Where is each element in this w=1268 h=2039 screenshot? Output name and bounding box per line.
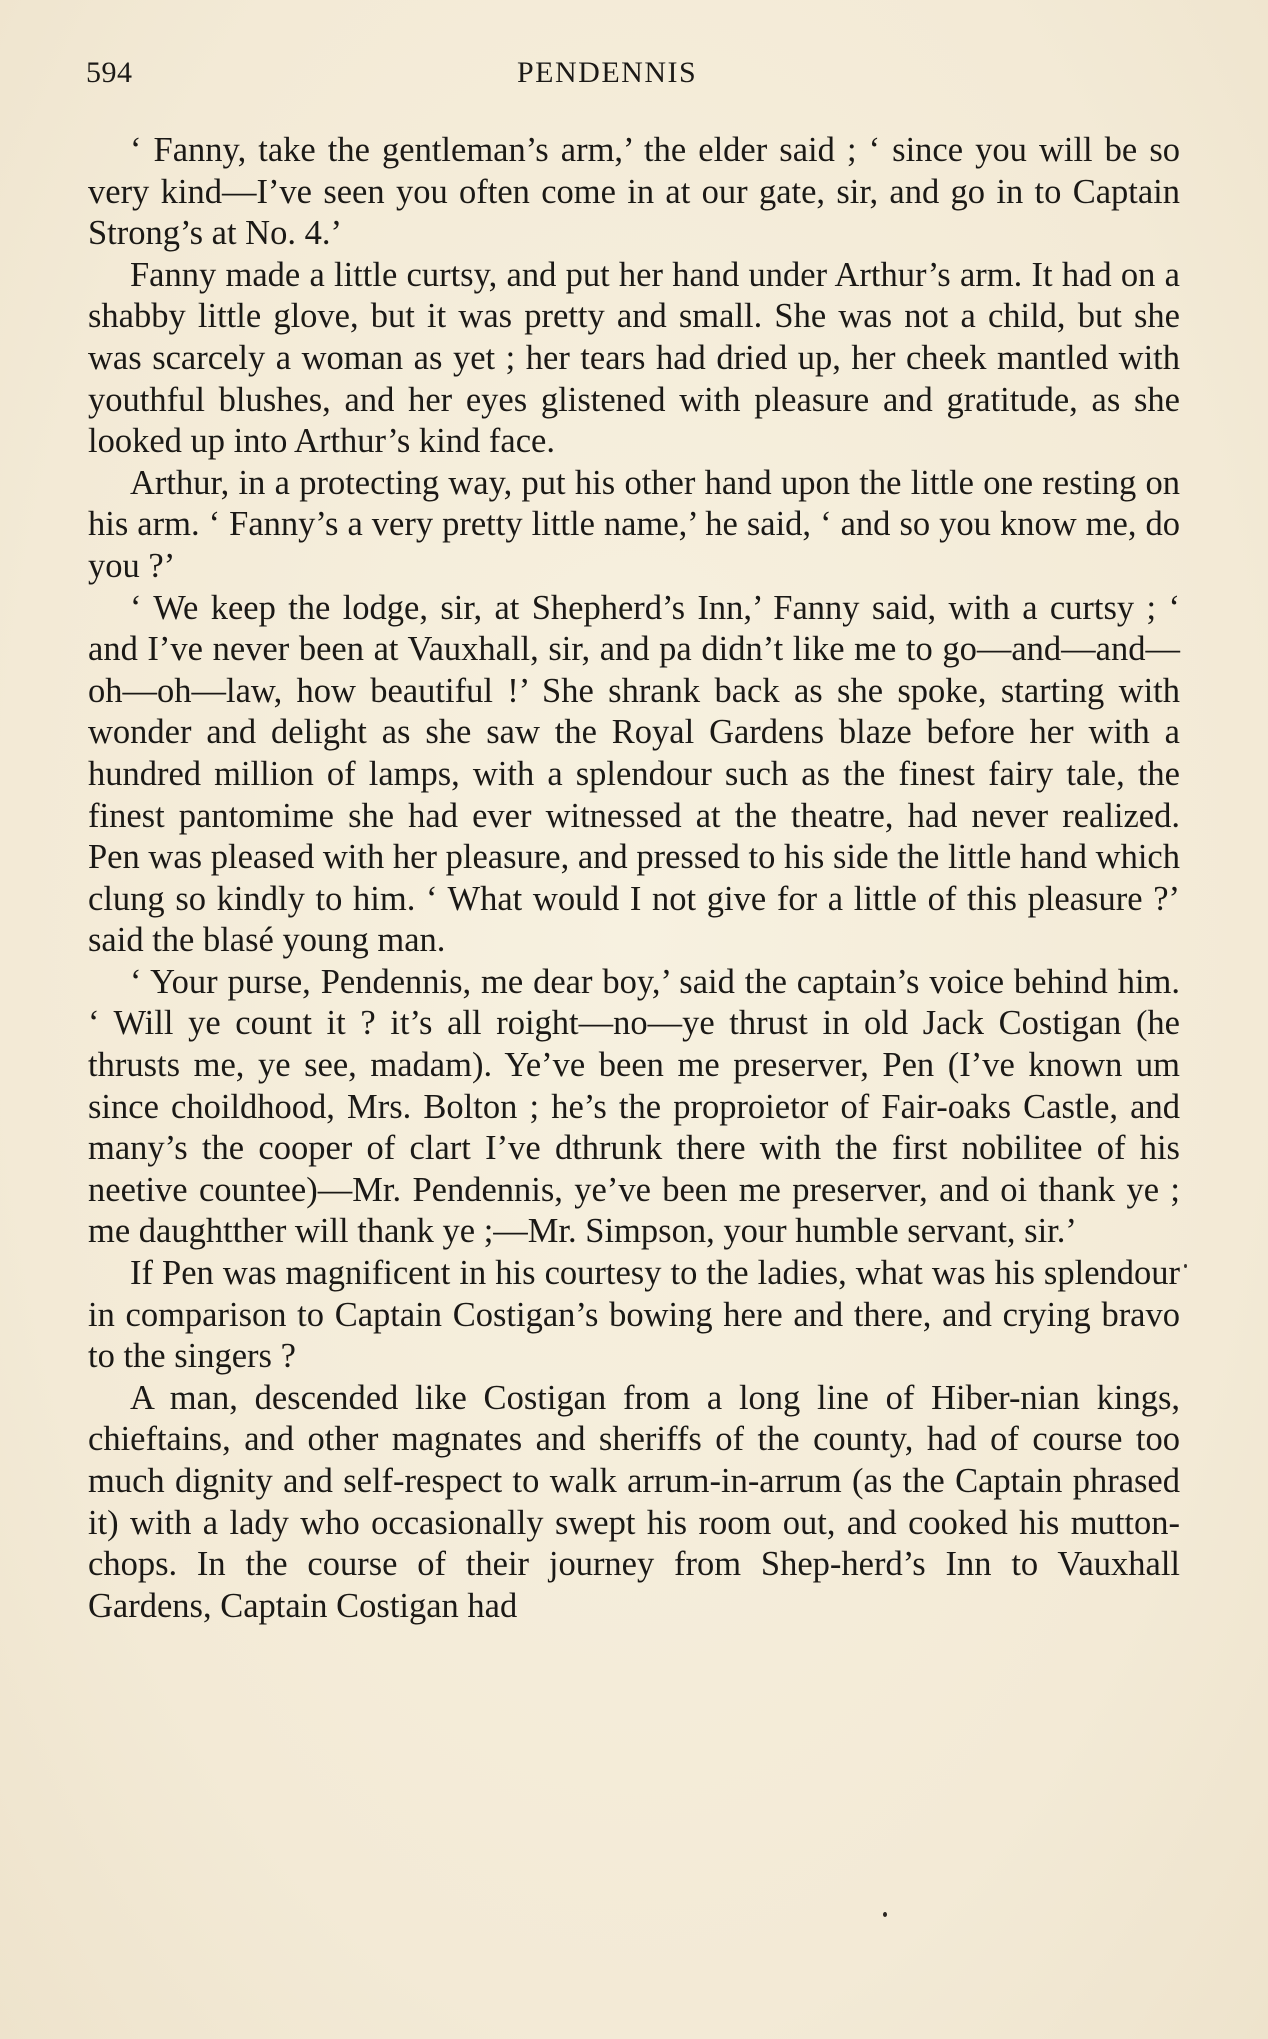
paragraph: Fanny made a little curtsy, and put her hand under Arthur’s arm. It had on a shabby little glove, but it was pretty and small. She was not a child, but she was scarcely a woman as yet ; her tears had dried up, her cheek mantled with youthful blushes, and her eyes glistened with pleasure and gratitude, as she looked up into Arthur’s kind face. — [88, 255, 1180, 461]
page-header — [86, 56, 1182, 96]
running-head: PENDENNIS — [517, 56, 698, 89]
paragraph: ‘ Your purse, Pendennis, me dear boy,’ said the captain’s voice behind him. ‘ Will ye count it ? it’s all roight—no—ye thrust in old Jack Costigan (he thrusts me, ye see, madam). Ye’ve been me preserver, Pen (I’ve known um since choildhood, Mrs. Bolton ; he’s the proproietor of Fair-oaks Castle, and many’s the cooper of clart I’ve dthrunk there with the first nobilitee of his neetive countee)—Mr. Pendennis, ye’ve been me preserver, and oi thank ye ; me daughtther will thank ye ;—Mr. Simpson, your humble servant, sir.’ — [88, 962, 1180, 1251]
paragraph: A man, descended like Costigan from a long line of Hiber-nian kings, chieftains, and other magnates and sheriffs of the county, had of course too much dignity and self-respect to walk arrum-in-arrum (as the Captain phrased it) with a lady who occasionally swept his room out, and cooked his mutton-chops. In the course of their journey from Shep-herd’s Inn to Vauxhall Gardens, Captain Costigan had — [88, 1378, 1180, 1625]
paragraph: Arthur, in a protecting way, put his other hand upon the little one resting on his arm. ‘ Fanny’s a very pretty little name,’ he said, ‘ and so you know me, do you ?’ — [88, 463, 1180, 585]
body-text — [88, 130, 1180, 1627]
page-number: 594 — [86, 56, 133, 89]
paragraph: ‘ Fanny, take the gentleman’s arm,’ the elder said ; ‘ since you will be so very kind—I’ve seen you often come in at our gate, sir, and go in to Captain Strong’s at No. 4.’ — [88, 131, 1180, 253]
paragraph: If Pen was magnificent in his courtesy to the ladies, what was his splendour in comparison to Captain Costigan’s bowing here and there, and crying bravo to the singers ? — [88, 1254, 1180, 1376]
ink-speck — [1184, 1264, 1187, 1268]
ink-speck — [883, 1912, 887, 1917]
paragraph: ‘ We keep the lodge, sir, at Shepherd’s Inn,’ Fanny said, with a curtsy ; ‘ and I’ve never been at Vauxhall, sir, and pa didn’t like me to go—and—and—oh—oh—law, how beautiful !’ She shrank back as she spoke, starting with wonder and delight as she saw the Royal Gardens blaze before her with a hundred million of lamps, with a splendour such as the finest fairy tale, the finest pantomime she had ever witnessed at the theatre, had never realized. Pen was pleased with her pleasure, and pressed to his side the little hand which clung so kindly to him. ‘ What would I not give for a little of this pleasure ?’ said the blasé young man. — [88, 588, 1180, 960]
